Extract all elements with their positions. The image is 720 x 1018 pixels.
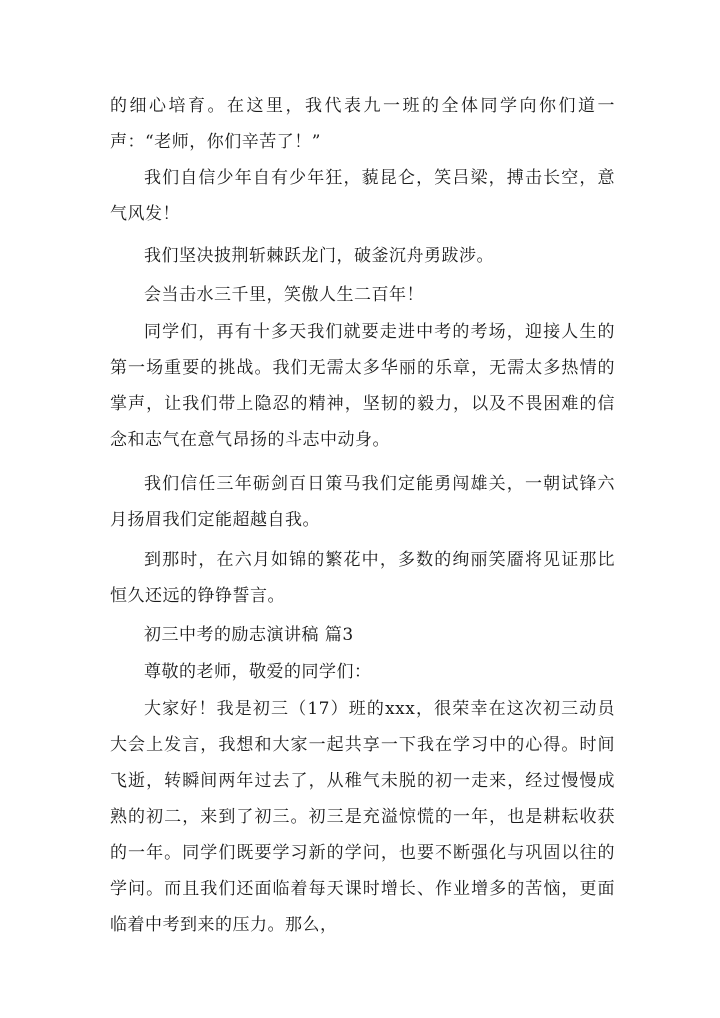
paragraph-confidence	[110, 160, 615, 232]
paragraph-text: 我们坚决披荆斩棘跃龙门，破釜沉舟勇跋涉。	[144, 246, 494, 266]
paragraph-salutation	[110, 654, 615, 690]
paragraph-gratitude	[110, 88, 615, 160]
paragraph-determination	[110, 238, 615, 274]
paragraph-belief	[110, 466, 615, 538]
paragraph-text: 会当击水三千里，笑傲人生二百年！	[144, 285, 424, 305]
paragraph-text: 尊敬的老师，敬爱的同学们：	[144, 662, 372, 682]
paragraph-exam-challenge	[110, 314, 615, 458]
paragraph-vow	[110, 542, 615, 614]
section-heading	[110, 617, 615, 653]
section-title: 初三中考的励志演讲稿 篇3	[144, 625, 354, 645]
paragraph-speech-intro	[110, 691, 615, 943]
paragraph-text: 我们自信少年自有少年狂，藐昆仑，笑吕梁，搏击长空，意气风发！	[110, 168, 615, 224]
paragraph-ambition	[110, 277, 615, 313]
paragraph-text: 大家好！我是初三（17）班的xxx，很荣幸在这次初三动员大会上发言，我想和大家一起共享一下我在学习中的心得。时间飞逝，转瞬间两年过去了，从稚气未脱的初一走来，经过慢慢成熟的初二，来到了初三。初三是充溢惊慌的一年，也是耕耘收获的一年。同学们既要学习新的学问，也要不断强化与巩固以往的学问。而且我们还面临着每天课时增长、作业增多的苦恼，更面临着中考到来的压力。那么，	[110, 699, 615, 935]
paragraph-text: 到那时，在六月如锦的繁花中，多数的绚丽笑靥将见证那比恒久还远的铮铮誓言。	[110, 550, 615, 606]
paragraph-text: 的细心培育。在这里，我代表九一班的全体同学向你们道一声：“老师，你们辛苦了！”	[110, 96, 615, 152]
paragraph-text: 同学们，再有十多天我们就要走进中考的考场，迎接人生的第一场重要的挑战。我们无需太多华丽的乐章，无需太多热情的掌声，让我们带上隐忍的精神，坚韧的毅力，以及不畏困难的信念和志气在意气昂扬的斗志中动身。	[110, 322, 615, 450]
paragraph-text: 我们信任三年砺剑百日策马我们定能勇闯雄关，一朝试锋六月扬眉我们定能超越自我。	[110, 474, 615, 530]
